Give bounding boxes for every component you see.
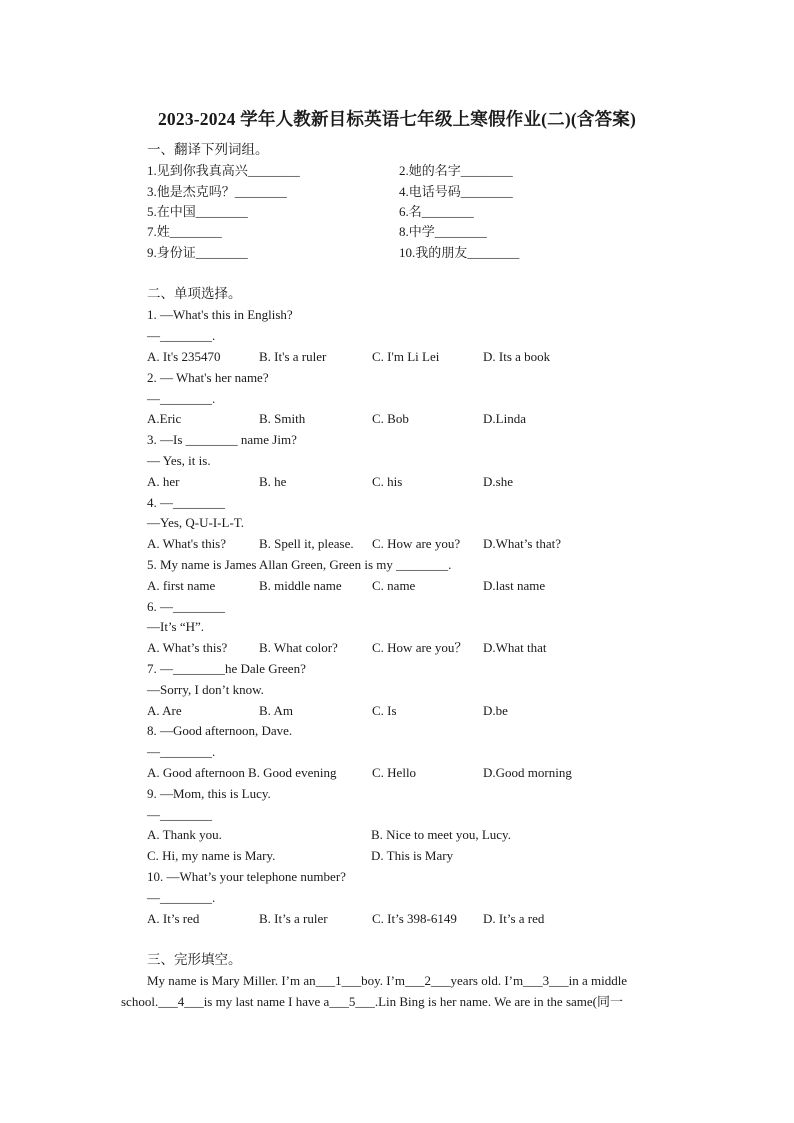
question-text: 7. —________he Dale Green? xyxy=(147,661,306,676)
answer-line: — Yes, it is. xyxy=(147,453,211,468)
option-a: A. What’s this? xyxy=(147,640,228,655)
option-b: B. Good evening xyxy=(248,765,337,780)
question-text: 9. —Mom, this is Lucy. xyxy=(147,786,271,801)
option-b: B. Smith xyxy=(259,411,306,426)
answer-line: —________. xyxy=(147,744,216,759)
option-c: C. How are you? xyxy=(372,536,461,551)
option-d: D. This is Mary xyxy=(371,848,454,863)
question-text: 1. —What's this in English? xyxy=(147,307,293,322)
option-d: D.last name xyxy=(483,578,546,593)
option-d: D.What that xyxy=(483,640,547,655)
question-text: 8. —Good afternoon, Dave. xyxy=(147,723,293,738)
answer-line: —Sorry, I don’t know. xyxy=(147,682,264,697)
option-d: D. Its a book xyxy=(483,349,551,364)
section2-heading: 二、单项选择。 xyxy=(147,286,242,301)
answer-line: —________. xyxy=(147,391,216,406)
translate-item: 7.姓________ xyxy=(147,224,222,239)
option-b: B. he xyxy=(259,474,287,489)
question-text: 10. —What’s your telephone number? xyxy=(147,869,346,884)
option-b: B. It’s a ruler xyxy=(259,911,328,926)
option-d: D. It’s a red xyxy=(483,911,545,926)
translate-item: 6.名________ xyxy=(399,204,474,219)
answer-line: —________. xyxy=(147,328,216,343)
answer-line: —________ xyxy=(147,807,212,822)
option-d: D.be xyxy=(483,703,508,718)
option-b: B. Am xyxy=(259,703,293,718)
option-d: D.she xyxy=(483,474,513,489)
option-d: D.What’s that? xyxy=(483,536,561,551)
option-c: C. How are you？ xyxy=(372,640,468,655)
option-a: A. It’s red xyxy=(147,911,200,926)
option-b: B. Nice to meet you, Lucy. xyxy=(371,827,511,842)
question-text: 6. —________ xyxy=(147,599,225,614)
option-c: C. Hi, my name is Mary. xyxy=(147,848,276,863)
translate-item: 3.他是杰克吗？________ xyxy=(147,184,287,199)
document-title: 2023-2024 学年人教新目标英语七年级上寒假作业(二)(含答案) xyxy=(157,109,636,129)
answer-line: —________. xyxy=(147,890,216,905)
answer-line: —It’s “H”. xyxy=(147,619,205,634)
translate-item: 10.我的朋友________ xyxy=(399,245,520,260)
section1-heading: 一、翻译下列词组。 xyxy=(147,142,269,157)
option-a: A. It's 235470 xyxy=(147,349,221,364)
option-c: C. his xyxy=(372,474,403,489)
question-text: 3. —Is ________ name Jim? xyxy=(147,432,297,447)
option-c: C. Bob xyxy=(372,411,409,426)
translate-item: 5.在中国________ xyxy=(147,204,248,219)
option-b: B. middle name xyxy=(259,578,342,593)
question-text: 4. —________ xyxy=(147,495,225,510)
translate-item: 1.见到你我真高兴________ xyxy=(147,163,300,178)
translate-item: 9.身份证________ xyxy=(147,245,248,260)
option-a: A. Thank you. xyxy=(147,827,222,842)
translate-item: 8.中学________ xyxy=(399,224,487,239)
question-text: 5. My name is James Allan Green, Green is my ________. xyxy=(147,557,452,572)
translate-item: 4.电话号码________ xyxy=(399,184,513,199)
option-a: A. her xyxy=(147,474,180,489)
option-a: A. What's this? xyxy=(147,536,227,551)
option-d: D.Linda xyxy=(483,411,526,426)
option-c: C. Hello xyxy=(372,765,417,780)
question-text: 2. — What's her name? xyxy=(147,370,269,385)
option-a: A. first name xyxy=(147,578,216,593)
option-b: B. Spell it, please. xyxy=(259,536,354,551)
option-a: A.Eric xyxy=(147,411,182,426)
option-b: B. What color? xyxy=(259,640,338,655)
section3-heading: 三、完形填空。 xyxy=(147,952,242,967)
option-c: C. Is xyxy=(372,703,397,718)
option-b: B. It's a ruler xyxy=(259,349,327,364)
option-a: A. Are xyxy=(147,703,182,718)
cloze-paragraph-line: My name is Mary Miller. I’m an___1___boy. I’m___2___years old. I’m___3___in a middle xyxy=(147,973,628,988)
translate-item: 2.她的名字________ xyxy=(399,163,513,178)
option-d: D.Good morning xyxy=(483,765,572,780)
option-c: C. I'm Li Lei xyxy=(372,349,440,364)
option-c: C. name xyxy=(372,578,416,593)
answer-line: —Yes, Q-U-I-L-T. xyxy=(147,515,245,530)
option-a: A. Good afternoon xyxy=(147,765,245,780)
cloze-paragraph-line: school.___4___is my last name I have a___5___.Lin Bing is her name. We are in the same(同一 xyxy=(121,994,623,1009)
option-c: C. It’s 398-6149 xyxy=(372,911,457,926)
